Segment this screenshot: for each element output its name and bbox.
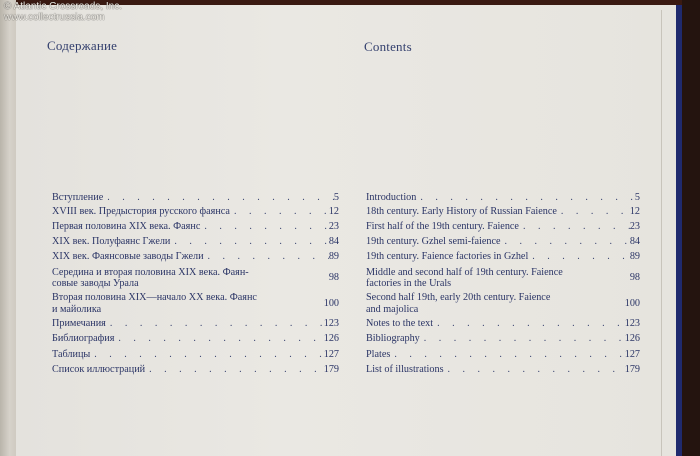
toc-ru-entry-title: XVIII век. Предыстория русского фаянса xyxy=(52,205,230,217)
toc-ru-entry xyxy=(52,267,339,290)
toc-ru-entry xyxy=(52,318,339,330)
watermark xyxy=(4,1,122,23)
toc-en-entry xyxy=(366,292,640,315)
toc-en-entry-page: 5 xyxy=(634,192,640,203)
toc-en-entry-title: Notes to the text xyxy=(366,317,434,329)
toc-en-entry xyxy=(366,267,640,290)
toc-ru-entry xyxy=(52,333,339,345)
toc-ru-leader-dots xyxy=(145,364,324,376)
toc-en-entry-title: Plates xyxy=(366,348,391,360)
toc-en-entry-title-line2: factories in the Urals xyxy=(366,278,452,289)
watermark-line-1: © Atlantic Crossroads, Inc. xyxy=(4,1,122,12)
toc-en-entry-title: List of illustrations xyxy=(366,364,444,375)
heading-russian: Содержание xyxy=(47,38,118,53)
toc-ru-entry xyxy=(52,206,339,218)
toc-ru-entry-page: 5 xyxy=(333,192,339,203)
toc-ru-entry-page: 23 xyxy=(328,220,339,232)
toc-ru-entry-page: 98 xyxy=(328,272,339,283)
toc-en-entry xyxy=(366,333,640,345)
toc-en-entry-title: 19th century. Faience factories in Gzhel xyxy=(366,250,529,262)
toc-ru-entry-title: Таблицы xyxy=(52,348,91,360)
heading-english: Contents xyxy=(364,39,412,54)
toc-en-entry-title: Introduction xyxy=(366,192,417,203)
toc-en-entry-page: 127 xyxy=(624,348,640,360)
toc-ru-entry-page: 100 xyxy=(323,297,339,309)
toc-en-entry xyxy=(366,349,640,361)
toc-ru-entry-page: 127 xyxy=(323,348,339,360)
toc-ru-entry-title-line2: совые заводы Урала xyxy=(52,278,139,289)
toc-en-entry-page: 89 xyxy=(629,250,640,262)
toc-en-entry-page: 123 xyxy=(624,317,640,329)
toc-en-entry xyxy=(366,318,640,330)
toc-ru-leader-dots xyxy=(90,349,323,361)
toc-ru-entry-page: 89 xyxy=(328,250,339,262)
toc-ru-entry xyxy=(52,251,339,263)
toc-en-entry-page: 126 xyxy=(624,333,640,344)
toc-ru-entry xyxy=(52,236,339,248)
toc-en-entry xyxy=(366,236,640,248)
toc-ru-entry-page: 179 xyxy=(323,364,339,375)
toc-en-entry-title-line1: Middle and second half of 19th century. Faience xyxy=(366,266,563,278)
toc-en-leader-dots xyxy=(557,206,630,218)
toc-en-entry-title: First half of the 19th century. Faience xyxy=(366,220,519,232)
toc-ru-entry-page: 12 xyxy=(328,205,339,217)
toc-ru-entry-page: 126 xyxy=(323,333,339,344)
book-spine xyxy=(0,0,16,456)
toc-en-leader-dots xyxy=(519,221,630,233)
toc-ru-leader-dots xyxy=(230,206,329,218)
toc-ru-entry-title: Список иллюстраций xyxy=(52,364,146,375)
toc-en-entry xyxy=(366,221,640,233)
toc-ru-entry-title: Библиография xyxy=(52,333,115,344)
toc-en-entry-title-line1: Second half 19th, early 20th century. Faience xyxy=(366,292,551,303)
toc-ru-entry xyxy=(52,292,339,315)
toc-en-leader-dots xyxy=(528,251,630,263)
toc-ru-entry-title: Примечания xyxy=(52,317,106,329)
toc-en-entry-page: 23 xyxy=(629,220,640,232)
toc-en-entry xyxy=(366,251,640,263)
toc-ru-entry-page: 123 xyxy=(323,317,339,329)
toc-en-entry-title: 18th century. Early History of Russian Faience xyxy=(366,205,557,217)
toc-en-leader-dots xyxy=(416,192,635,204)
toc-en-leader-dots xyxy=(420,333,625,345)
toc-en-entry-title: Bibliography xyxy=(366,333,420,344)
toc-en-entry-page: 84 xyxy=(629,235,640,247)
toc-ru-entry xyxy=(52,364,339,376)
toc-ru-entry-title: XIX век. Полуфаянс Гжели xyxy=(52,235,171,247)
toc-ru-entry xyxy=(52,221,339,233)
toc-ru-entry-page: 84 xyxy=(328,235,339,247)
toc-en-entry xyxy=(366,206,640,218)
toc-ru-leader-dots xyxy=(106,318,324,330)
page-edge xyxy=(661,10,662,456)
toc-en-entry-title: 19th century. Gzhel semi-faience xyxy=(366,235,501,247)
toc-ru-entry-title: Вступление xyxy=(52,192,104,203)
toc-ru-entry-title: XIX век. Фаянсовые заводы Гжели xyxy=(52,250,204,262)
toc-ru-leader-dots xyxy=(114,333,323,345)
toc-en-entry-page: 12 xyxy=(629,205,640,217)
toc-en-entry-page: 98 xyxy=(629,272,640,283)
toc-ru-leader-dots xyxy=(170,236,328,248)
toc-en-leader-dots xyxy=(433,318,625,330)
toc-ru-leader-dots xyxy=(204,251,329,263)
toc-en-entry-page: 100 xyxy=(624,297,640,309)
toc-en-leader-dots xyxy=(444,364,625,376)
background-right xyxy=(682,0,700,456)
watermark-line-2: www.collectrussia.com xyxy=(4,12,105,23)
toc-ru-leader-dots xyxy=(103,192,334,204)
toc-ru-entry-title-line2: и майолика xyxy=(52,303,102,315)
toc-ru-entry-title-line1: Вторая половина XIX—начало XX века. Фаянс xyxy=(52,292,257,303)
toc-ru-entry-title: Первая половина XIX века. Фаянс xyxy=(52,220,201,232)
toc-ru-entry xyxy=(52,192,339,204)
toc-ru-entry xyxy=(52,349,339,361)
toc-en-entry-page: 179 xyxy=(624,364,640,375)
toc-en-entry xyxy=(366,364,640,376)
toc-en-entry-title-line2: and majolica xyxy=(366,303,419,315)
toc-en-leader-dots xyxy=(501,236,630,248)
toc-ru-leader-dots xyxy=(200,221,328,233)
toc-en-entry xyxy=(366,192,640,204)
toc-en-leader-dots xyxy=(390,349,624,361)
toc-ru-entry-title-line1: Середина и вторая половина XIX века. Фаян- xyxy=(52,266,249,278)
